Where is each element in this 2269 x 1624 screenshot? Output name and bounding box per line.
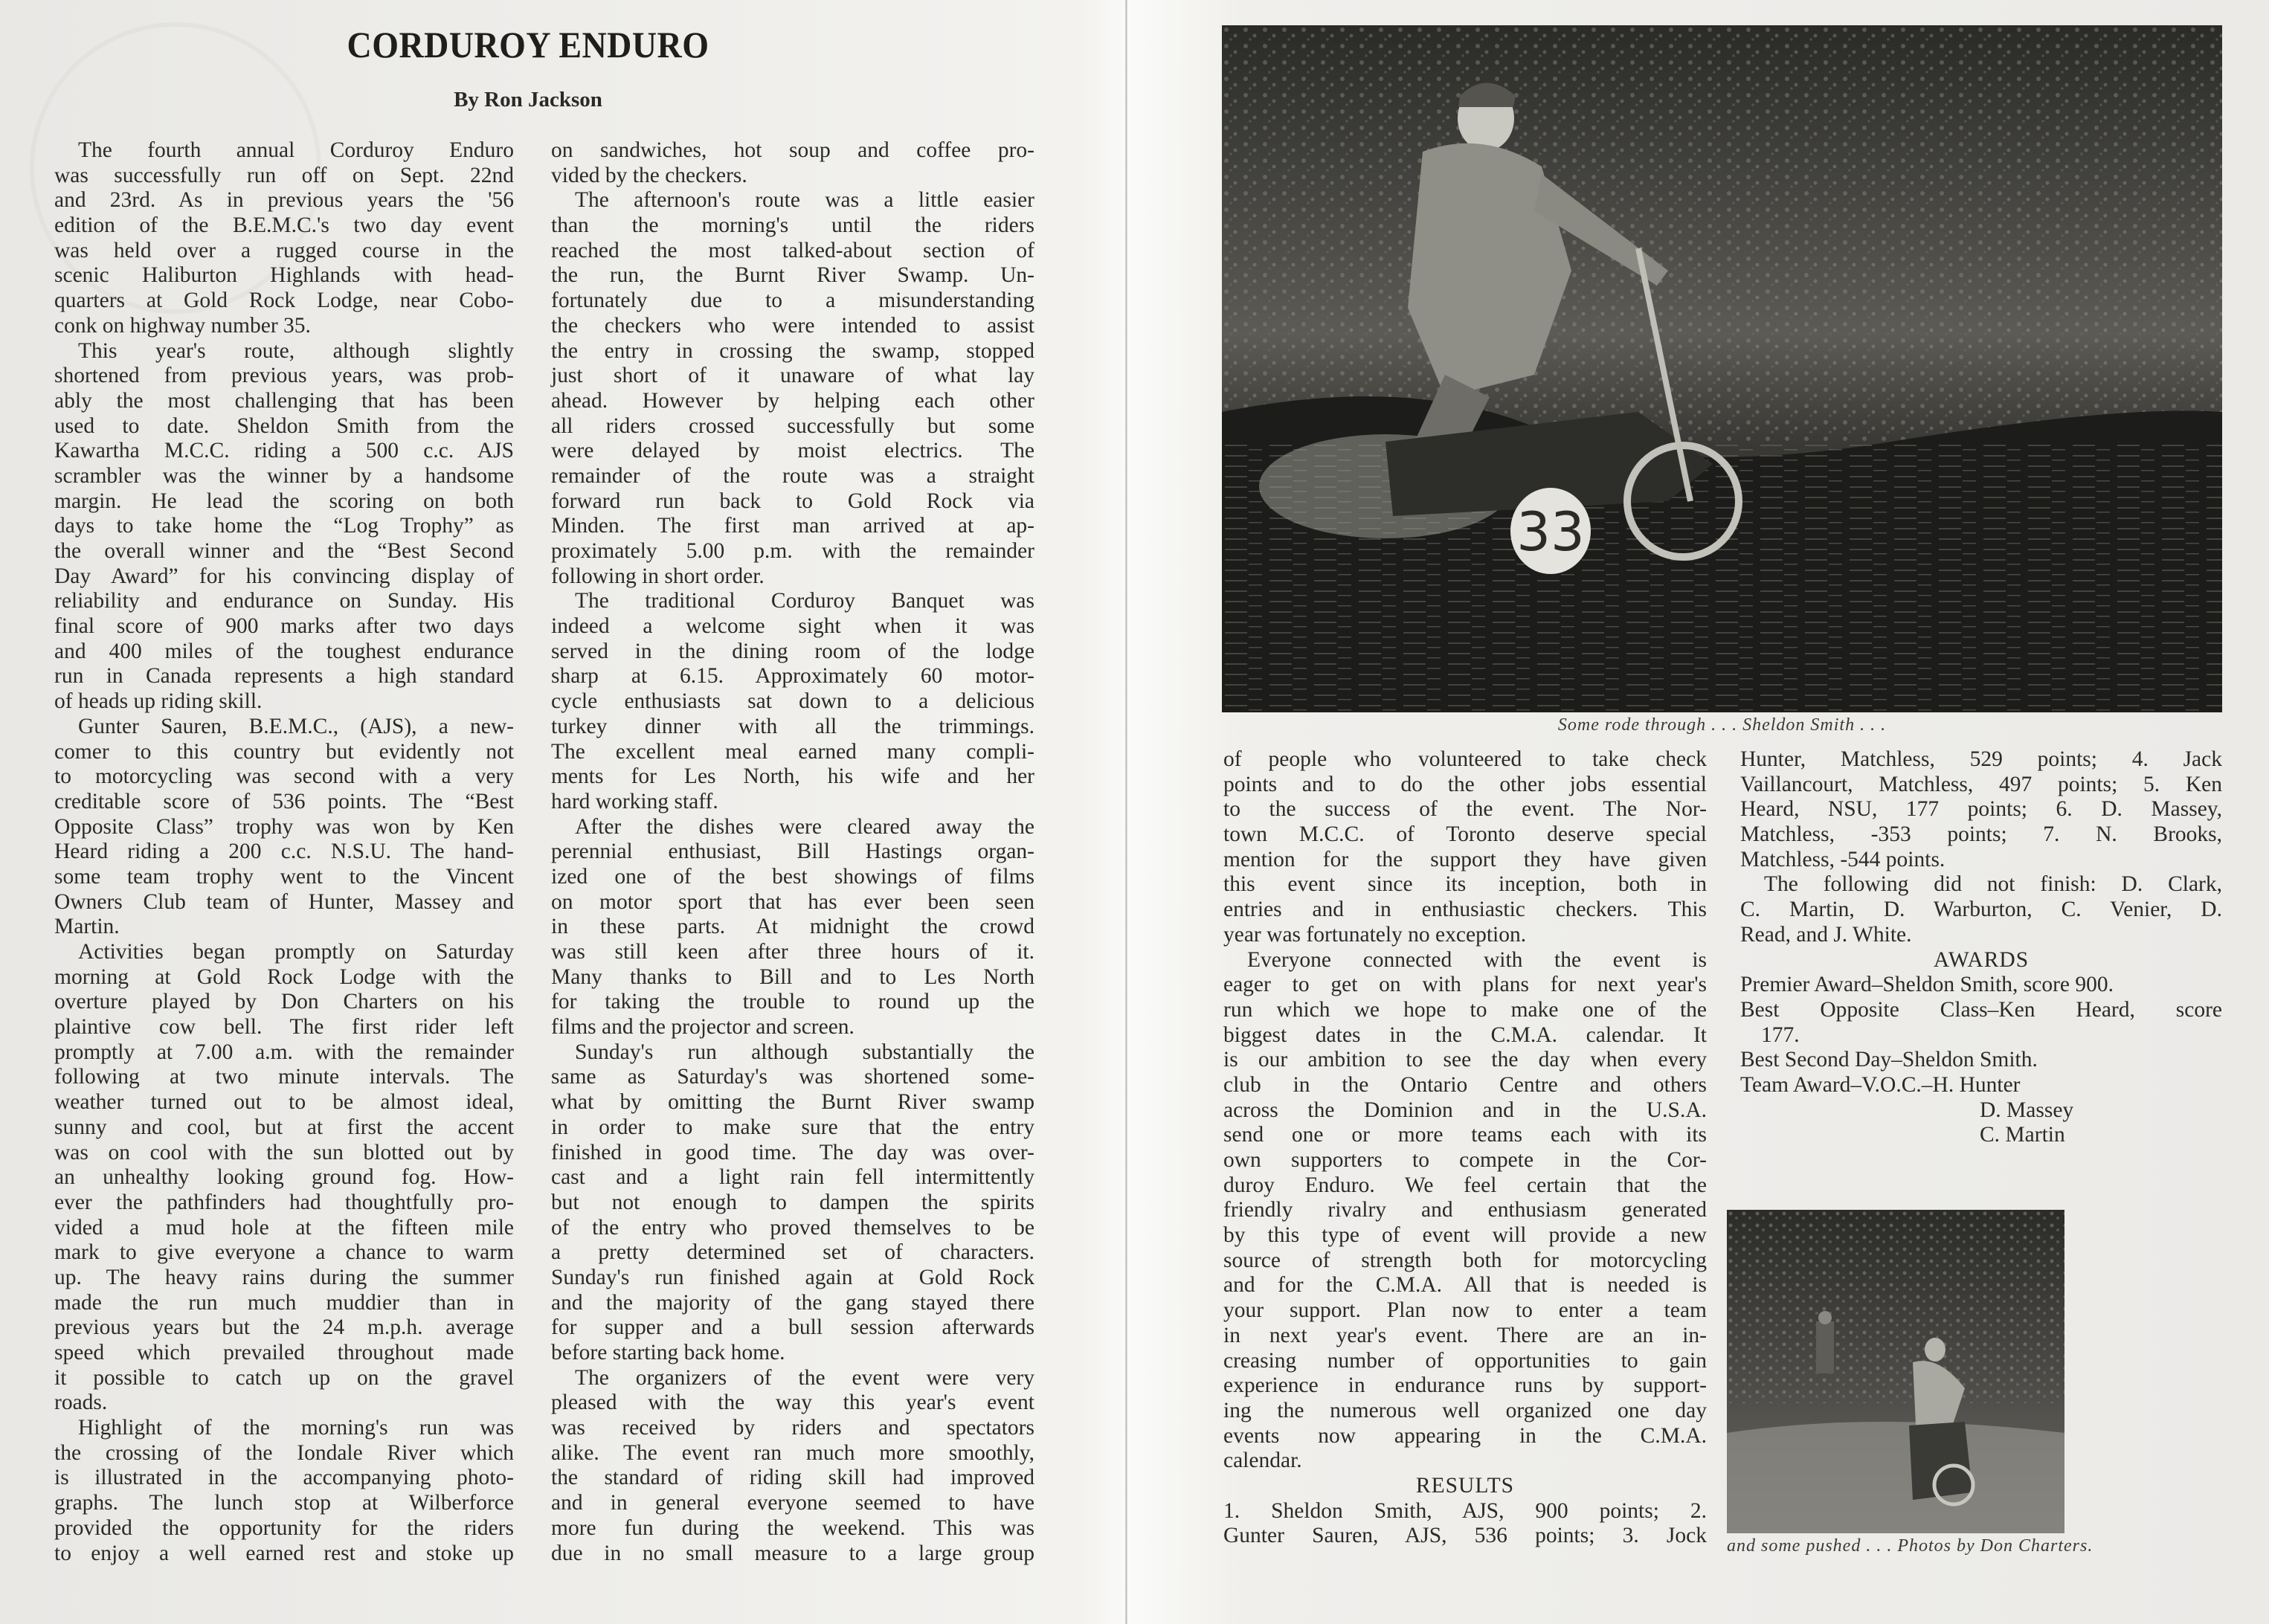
text-line: mention for the support they have given	[1223, 847, 1707, 871]
text-line: After the dishes were cleared away the	[575, 814, 1034, 839]
photo-main-illustration	[1222, 25, 2222, 712]
photo-caption-main: Some rode through . . . Sheldon Smith . . .	[1557, 715, 1887, 735]
section-heading: RESULTS	[1415, 1473, 1515, 1498]
text-line: The excellent meal earned many compli-	[551, 739, 1034, 764]
text-line: hard working staff.	[551, 789, 718, 813]
text-line: friendly rivalry and enthusiasm generated	[1223, 1198, 1707, 1222]
text-line: and 23rd. As in previous years the '56	[54, 188, 514, 213]
text-line: a pretty determined set of characters.	[551, 1240, 1034, 1265]
text-line: margin. He lead the scoring on both	[54, 489, 514, 513]
text-line: experience in endurance runs by support-	[1223, 1373, 1707, 1398]
text-line: Everyone connected with the event is	[1247, 947, 1707, 972]
text-line: vided by the checkers.	[551, 163, 747, 187]
text-line: The afternoon's route was a little easier	[575, 188, 1034, 213]
text-line: perennial enthusiast, Bill Hastings organ-	[551, 840, 1034, 864]
text-line: fortunately due to a misunderstanding	[551, 289, 1034, 313]
text-line: due in no small measure to a large group	[551, 1541, 1034, 1565]
text-line: The organizers of the event were very	[575, 1365, 1034, 1390]
text-line: send one or more teams each with its	[1223, 1123, 1707, 1147]
text-line: on motor sport that has ever been seen	[551, 889, 1034, 914]
text-line: before starting back home.	[551, 1341, 785, 1364]
text-line: sunny and cool, but at first the accent	[54, 1115, 514, 1139]
text-line: Sunday's run finished again at Gold Rock	[551, 1265, 1034, 1289]
text-line: Kawartha M.C.C. riding a 500 c.c. AJS	[54, 439, 514, 463]
text-line: 1. Sheldon Smith, AJS, 900 points; 2.	[1223, 1498, 1707, 1523]
text-line: ized one of the best showings of films	[551, 864, 1034, 889]
text-line: Matchless, -544 points.	[1740, 847, 1945, 871]
text-line: previous years but the 24 m.p.h. average	[54, 1315, 514, 1340]
text-line: town M.C.C. of Toronto deserve special	[1223, 822, 1707, 847]
text-line: Read, and J. White.	[1740, 922, 1912, 947]
text-line: comer to this country but evidently not	[54, 739, 514, 764]
text-line: C. Martin	[1980, 1123, 2065, 1147]
text-line: than the morning's until the riders	[551, 213, 1034, 238]
text-line: in these parts. At midnight the crowd	[551, 915, 1034, 939]
text-line: points and to do the other jobs essential	[1223, 772, 1707, 796]
text-line: Best Opposite Class–Ken Heard, score	[1740, 997, 2222, 1022]
text-line: The traditional Corduroy Banquet was	[575, 589, 1034, 613]
text-line: own supporters to compete in the Cor-	[1223, 1148, 1707, 1172]
text-line: the crossing of the Iondale River which	[54, 1440, 514, 1465]
text-line: for taking the trouble to round up the	[551, 990, 1034, 1014]
text-line: weather turned out to be almost ideal,	[54, 1090, 514, 1115]
text-line: speed which prevailed throughout made	[54, 1341, 514, 1364]
text-line: C. Martin, D. Warburton, C. Venier, D.	[1740, 898, 2222, 922]
text-line: Heard, NSU, 177 points; 6. D. Massey,	[1740, 797, 2222, 822]
text-line: Gunter Sauren, B.E.M.C., (AJS), a new-	[78, 714, 514, 738]
text-line: was still keen after three hours of it.	[551, 940, 1034, 964]
text-line: the entry in crossing the swamp, stopped	[551, 338, 1034, 363]
text-line: conk on highway number 35.	[54, 313, 311, 338]
text-line: was held over a rugged course in the	[54, 238, 514, 262]
text-line: graphs. The lunch stop at Wilberforce	[54, 1491, 514, 1515]
text-line: and the majority of the gang stayed there	[551, 1290, 1034, 1315]
text-line: final score of 900 marks after two days	[54, 614, 514, 639]
text-line: scrambler was the winner by a handsome	[54, 463, 514, 488]
text-line: but not enough to dampen the spirits	[551, 1190, 1034, 1214]
photo-rider-crossing-river	[1222, 25, 2222, 712]
text-line: of heads up riding skill.	[54, 689, 263, 714]
text-line: reached the most talked-about section of	[551, 238, 1034, 262]
text-line: forward run back to Gold Rock via	[551, 489, 1034, 513]
section-heading: AWARDS	[1933, 947, 2030, 972]
text-line: cast and a light rain fell intermittently	[551, 1165, 1034, 1190]
text-line: mark to give everyone a chance to warm	[54, 1240, 514, 1265]
text-line: Opposite Class” trophy was won by Ken	[54, 814, 514, 839]
text-line: Vaillancourt, Matchless, 497 points; 5. Ken	[1740, 772, 2222, 796]
text-line: to motorcycling was second with a very	[54, 764, 514, 789]
article-column-2	[551, 138, 1034, 1566]
text-line: ments for Les North, his wife and her	[551, 764, 1034, 789]
photo-caption-small: and some pushed . . . Photos by Don Charters.	[1727, 1536, 2093, 1556]
text-line: year was fortunately no exception.	[1223, 922, 1527, 947]
text-line: The following did not finish: D. Clark,	[1764, 872, 2222, 897]
text-line: Team Award–V.O.C.–H. Hunter	[1740, 1072, 2021, 1097]
text-line: provided the opportunity for the riders	[54, 1515, 514, 1540]
text-line: Heard riding a 200 c.c. N.S.U. The hand-	[54, 840, 514, 864]
text-line: and in general everyone seemed to have	[551, 1491, 1034, 1515]
text-line: was successfully run off on Sept. 22nd	[54, 163, 514, 187]
text-line: for supper and a bull session afterwards	[551, 1315, 1034, 1340]
stream-water	[1727, 1422, 2064, 1533]
text-line: scenic Haliburton Highlands with head-	[54, 263, 514, 288]
text-line: Gunter Sauren, AJS, 536 points; 3. Jock	[1223, 1524, 1707, 1548]
text-line: on sandwiches, hot soup and coffee pro-	[551, 138, 1034, 162]
article-byline: By Ron Jackson	[454, 88, 602, 112]
text-line: what by omitting the Burnt River swamp	[551, 1090, 1034, 1115]
text-line: Hunter, Matchless, 529 points; 4. Jack	[1740, 747, 2222, 771]
text-line: Sunday's run although substantially the	[575, 1040, 1034, 1064]
tree-canopy	[1727, 1210, 2064, 1403]
text-line: in order to make sure that the entry	[551, 1115, 1034, 1139]
foliage-texture	[1222, 25, 2222, 442]
text-line: Matchless, -353 points; 7. N. Brooks,	[1740, 822, 2222, 847]
text-line: 177.	[1761, 1022, 1800, 1047]
text-line: made the run much muddier than in	[54, 1290, 514, 1315]
text-line: quarters at Gold Rock Lodge, near Cobo-	[54, 289, 514, 313]
text-line: shortened from previous years, was prob-	[54, 364, 514, 388]
text-line: run in Canada represents a high standard	[54, 664, 514, 689]
photo-rider-pushing-bike	[1727, 1210, 2064, 1533]
text-line: alike. The event ran much more smoothly,	[551, 1440, 1034, 1465]
text-line: calendar.	[1223, 1449, 1302, 1473]
text-line: an unhealthy looking ground fog. How-	[54, 1165, 514, 1190]
text-line: Best Second Day–Sheldon Smith.	[1740, 1048, 2038, 1072]
text-line: served in the dining room of the lodge	[551, 639, 1034, 663]
text-line: remainder of the route was a straight	[551, 463, 1034, 488]
text-line: run which we hope to make one of the	[1223, 997, 1707, 1022]
text-line: proximately 5.00 p.m. with the remainder	[551, 539, 1034, 563]
text-line: morning at Gold Rock Lodge with the	[54, 964, 514, 989]
text-line: Many thanks to Bill and to Les North	[551, 964, 1034, 989]
text-line: films and the projector and screen.	[551, 1015, 855, 1040]
text-line: days to take home the “Log Trophy” as	[54, 514, 514, 538]
text-line: the checkers who were intended to assist	[551, 313, 1034, 338]
text-line: of people who volunteered to take check	[1223, 747, 1707, 771]
article-column-4	[1740, 747, 2222, 1148]
text-line: and for the C.M.A. All that is needed is	[1223, 1273, 1707, 1298]
article-column-3	[1223, 747, 1707, 1549]
photo-small-illustration	[1727, 1210, 2064, 1533]
text-line: plaintive cow bell. The first rider left	[54, 1015, 514, 1040]
text-line: it possible to catch up on the gravel	[54, 1365, 514, 1390]
text-line: up. The heavy rains during the summer	[54, 1265, 514, 1289]
text-line: Highlight of the morning's run was	[78, 1416, 514, 1440]
text-line: were delayed by moist electrics. The	[551, 439, 1034, 463]
text-line: same as Saturday's was shortened some-	[551, 1065, 1034, 1089]
text-line: indeed a welcome sight when it was	[551, 614, 1034, 639]
text-line: biggest dates in the C.M.A. calendar. It	[1223, 1022, 1707, 1047]
text-line: Premier Award–Sheldon Smith, score 900.	[1740, 973, 2114, 997]
text-line: used to date. Sheldon Smith from the	[54, 413, 514, 438]
number-plate-text: 33	[1516, 500, 1585, 563]
text-line: this event since its inception, both in	[1223, 872, 1707, 897]
text-line: and 400 miles of the toughest endurance	[54, 639, 514, 663]
text-line: Martin.	[54, 915, 120, 939]
text-line: creditable score of 536 points. The “Best	[54, 789, 514, 813]
number-plate	[1510, 488, 1591, 574]
text-line: vided a mud hole at the fifteen mile	[54, 1215, 514, 1240]
text-line: Activities began promptly on Saturday	[78, 940, 514, 964]
text-line: following in short order.	[551, 564, 765, 588]
page-gutter	[1125, 0, 1127, 1624]
text-line: all riders crossed successfully but some	[551, 413, 1034, 438]
text-line: overture played by Don Charters on his	[54, 990, 514, 1014]
text-line: turkey dinner with all the trimmings.	[551, 714, 1034, 738]
text-line: finished in good time. The day was over-	[551, 1140, 1034, 1164]
text-line: your support. Plan now to enter a team	[1223, 1298, 1707, 1323]
text-line: was on cool with the sun blotted out by	[54, 1140, 514, 1164]
text-line: ever the pathfinders had thoughtfully pro-	[54, 1190, 514, 1214]
article-title: CORDUROY ENDURO	[347, 24, 709, 65]
text-line: This year's route, although slightly	[78, 338, 514, 363]
text-line: just short of it unaware of what lay	[551, 364, 1034, 388]
text-line: roads.	[54, 1391, 108, 1415]
text-line: of the entry who proved themselves to be	[551, 1215, 1034, 1240]
text-line: to the success of the event. The Nor-	[1223, 797, 1707, 822]
text-line: cycle enthusiasts sat down to a delicious	[551, 689, 1034, 714]
text-line: Minden. The first man arrived at ap-	[551, 514, 1034, 538]
text-line: to enjoy a well earned rest and stoke up	[54, 1541, 514, 1565]
text-line: in next year's event. There are an in-	[1223, 1323, 1707, 1347]
text-line: Owners Club team of Hunter, Massey and	[54, 889, 514, 914]
text-line: events now appearing in the C.M.A.	[1223, 1423, 1707, 1448]
text-line: The fourth annual Corduroy Enduro	[78, 138, 514, 162]
text-line: some team trophy went to the Vincent	[54, 864, 514, 889]
text-line: creasing number of opportunities to gain	[1223, 1348, 1707, 1373]
text-line: is illustrated in the accompanying photo-	[54, 1466, 514, 1490]
text-line: sharp at 6.15. Approximately 60 motor-	[551, 664, 1034, 689]
text-line: ably the most challenging that has been	[54, 388, 514, 413]
text-line: eager to get on with plans for next year's	[1223, 973, 1707, 997]
text-line: promptly at 7.00 a.m. with the remainder	[54, 1040, 514, 1064]
text-line: the standard of riding skill had improved	[551, 1466, 1034, 1490]
text-line: following at two minute intervals. The	[54, 1065, 514, 1089]
text-line: reliability and endurance on Sunday. His	[54, 589, 514, 613]
text-line: source of strength both for motorcycling	[1223, 1248, 1707, 1272]
text-line: the run, the Burnt River Swamp. Un-	[551, 263, 1034, 288]
text-line: ahead. However by helping each other	[551, 388, 1034, 413]
text-line: across the Dominion and in the U.S.A.	[1223, 1098, 1707, 1122]
text-line: more fun during the weekend. This was	[551, 1515, 1034, 1540]
article-column-1	[54, 138, 514, 1566]
text-line: by this type of event will provide a new	[1223, 1223, 1707, 1248]
text-line: Day Award” for his convincing display of	[54, 564, 514, 588]
text-line: ing the numerous well organized one day	[1223, 1398, 1707, 1422]
text-line: the overall winner and the “Best Second	[54, 539, 514, 563]
text-line: club in the Ontario Centre and others	[1223, 1072, 1707, 1097]
text-line: edition of the B.E.M.C.'s two day event	[54, 213, 514, 238]
text-line: was received by riders and spectators	[551, 1416, 1034, 1440]
text-line: is our ambition to see the day when every	[1223, 1048, 1707, 1072]
text-line: D. Massey	[1980, 1098, 2074, 1122]
text-line: entries and in enthusiastic checkers. This	[1223, 898, 1707, 922]
text-line: duroy Enduro. We feel certain that the	[1223, 1173, 1707, 1197]
text-line: pleased with the way this year's event	[551, 1391, 1034, 1415]
